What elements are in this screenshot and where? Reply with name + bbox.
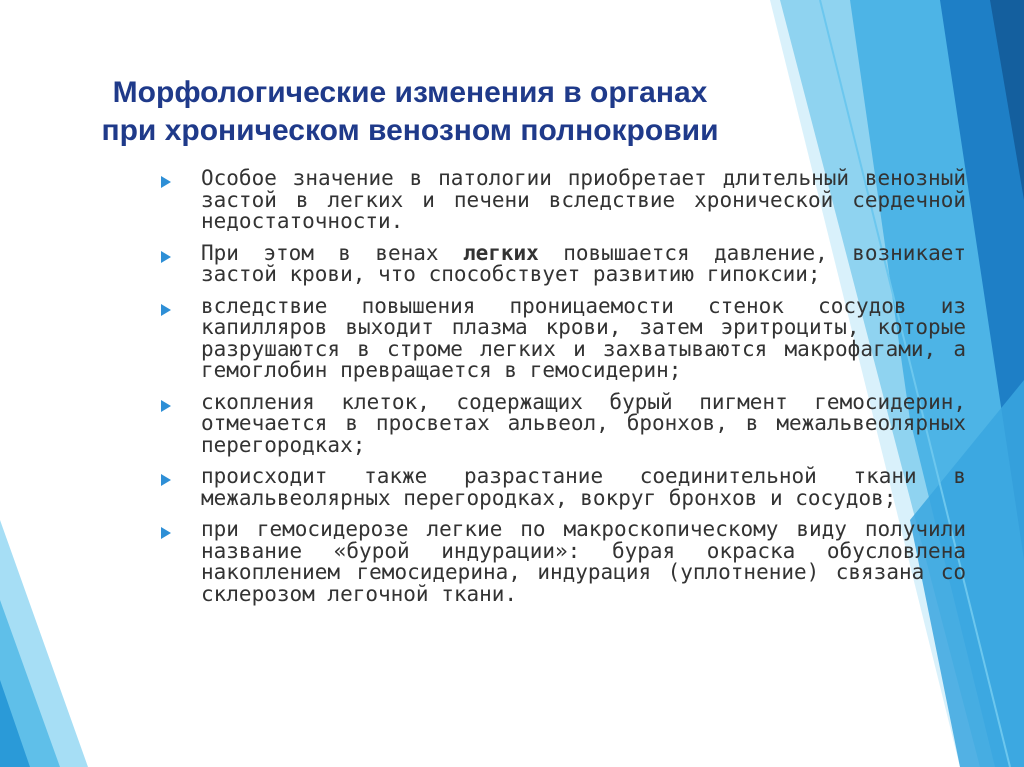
list-item-text: происходит также разрастание соединительной ткани в межальвеолярных перегородках, вокруг бронхов и сосудов; (201, 464, 966, 510)
list-item (160, 389, 966, 457)
list-item (160, 466, 966, 509)
list-item-text: вследствие повышения проницаемости стенок сосудов из капилляров выходит плазма крови, затем эритроциты, которые разрушаются в строме легких и захватываются макрофагами, а гемоглобин превращается в гемосидерин; (201, 293, 966, 382)
bullet-list (160, 168, 966, 615)
left-decoration (0, 0, 90, 767)
list-item (160, 519, 966, 605)
list-item (160, 293, 966, 382)
bullet-arrow-icon (161, 251, 171, 263)
bullet-arrow-icon (161, 400, 171, 412)
emphasis-lungs: легких (462, 240, 539, 265)
list-item (160, 168, 966, 233)
bullet-arrow-icon (161, 304, 171, 316)
bullet-arrow-icon (161, 527, 171, 539)
list-item-text: при гемосидерозе легкие по макроскопическому виду получили название «бурой индурации»: бурая окраска обусловлена накоплением гемосидерина, индурация (уплотнение) связана со склерозом легочной ткани. (201, 517, 966, 606)
list-item-text: скопления клеток, содержащих бурый пигмент гемосидерин, отмечается в просветах альвеол, бронхов, в межальвеолярных перегородках; (201, 389, 966, 457)
list-item-text: Особое значение в патологии приобретает длительный венозный застой в легких и печени вследствие хронической сердечной недостаточности. (201, 166, 966, 233)
slide-title: Морфологические изменения в органах при хроническом венозном полнокровии (101, 76, 719, 147)
list-item (160, 240, 967, 286)
list-item-text: При этом в венах легких повышается давление, возникает застой крови, что способствует развитию гипоксии; (201, 240, 967, 286)
bullet-arrow-icon (161, 474, 171, 486)
bullet-arrow-icon (161, 176, 171, 188)
